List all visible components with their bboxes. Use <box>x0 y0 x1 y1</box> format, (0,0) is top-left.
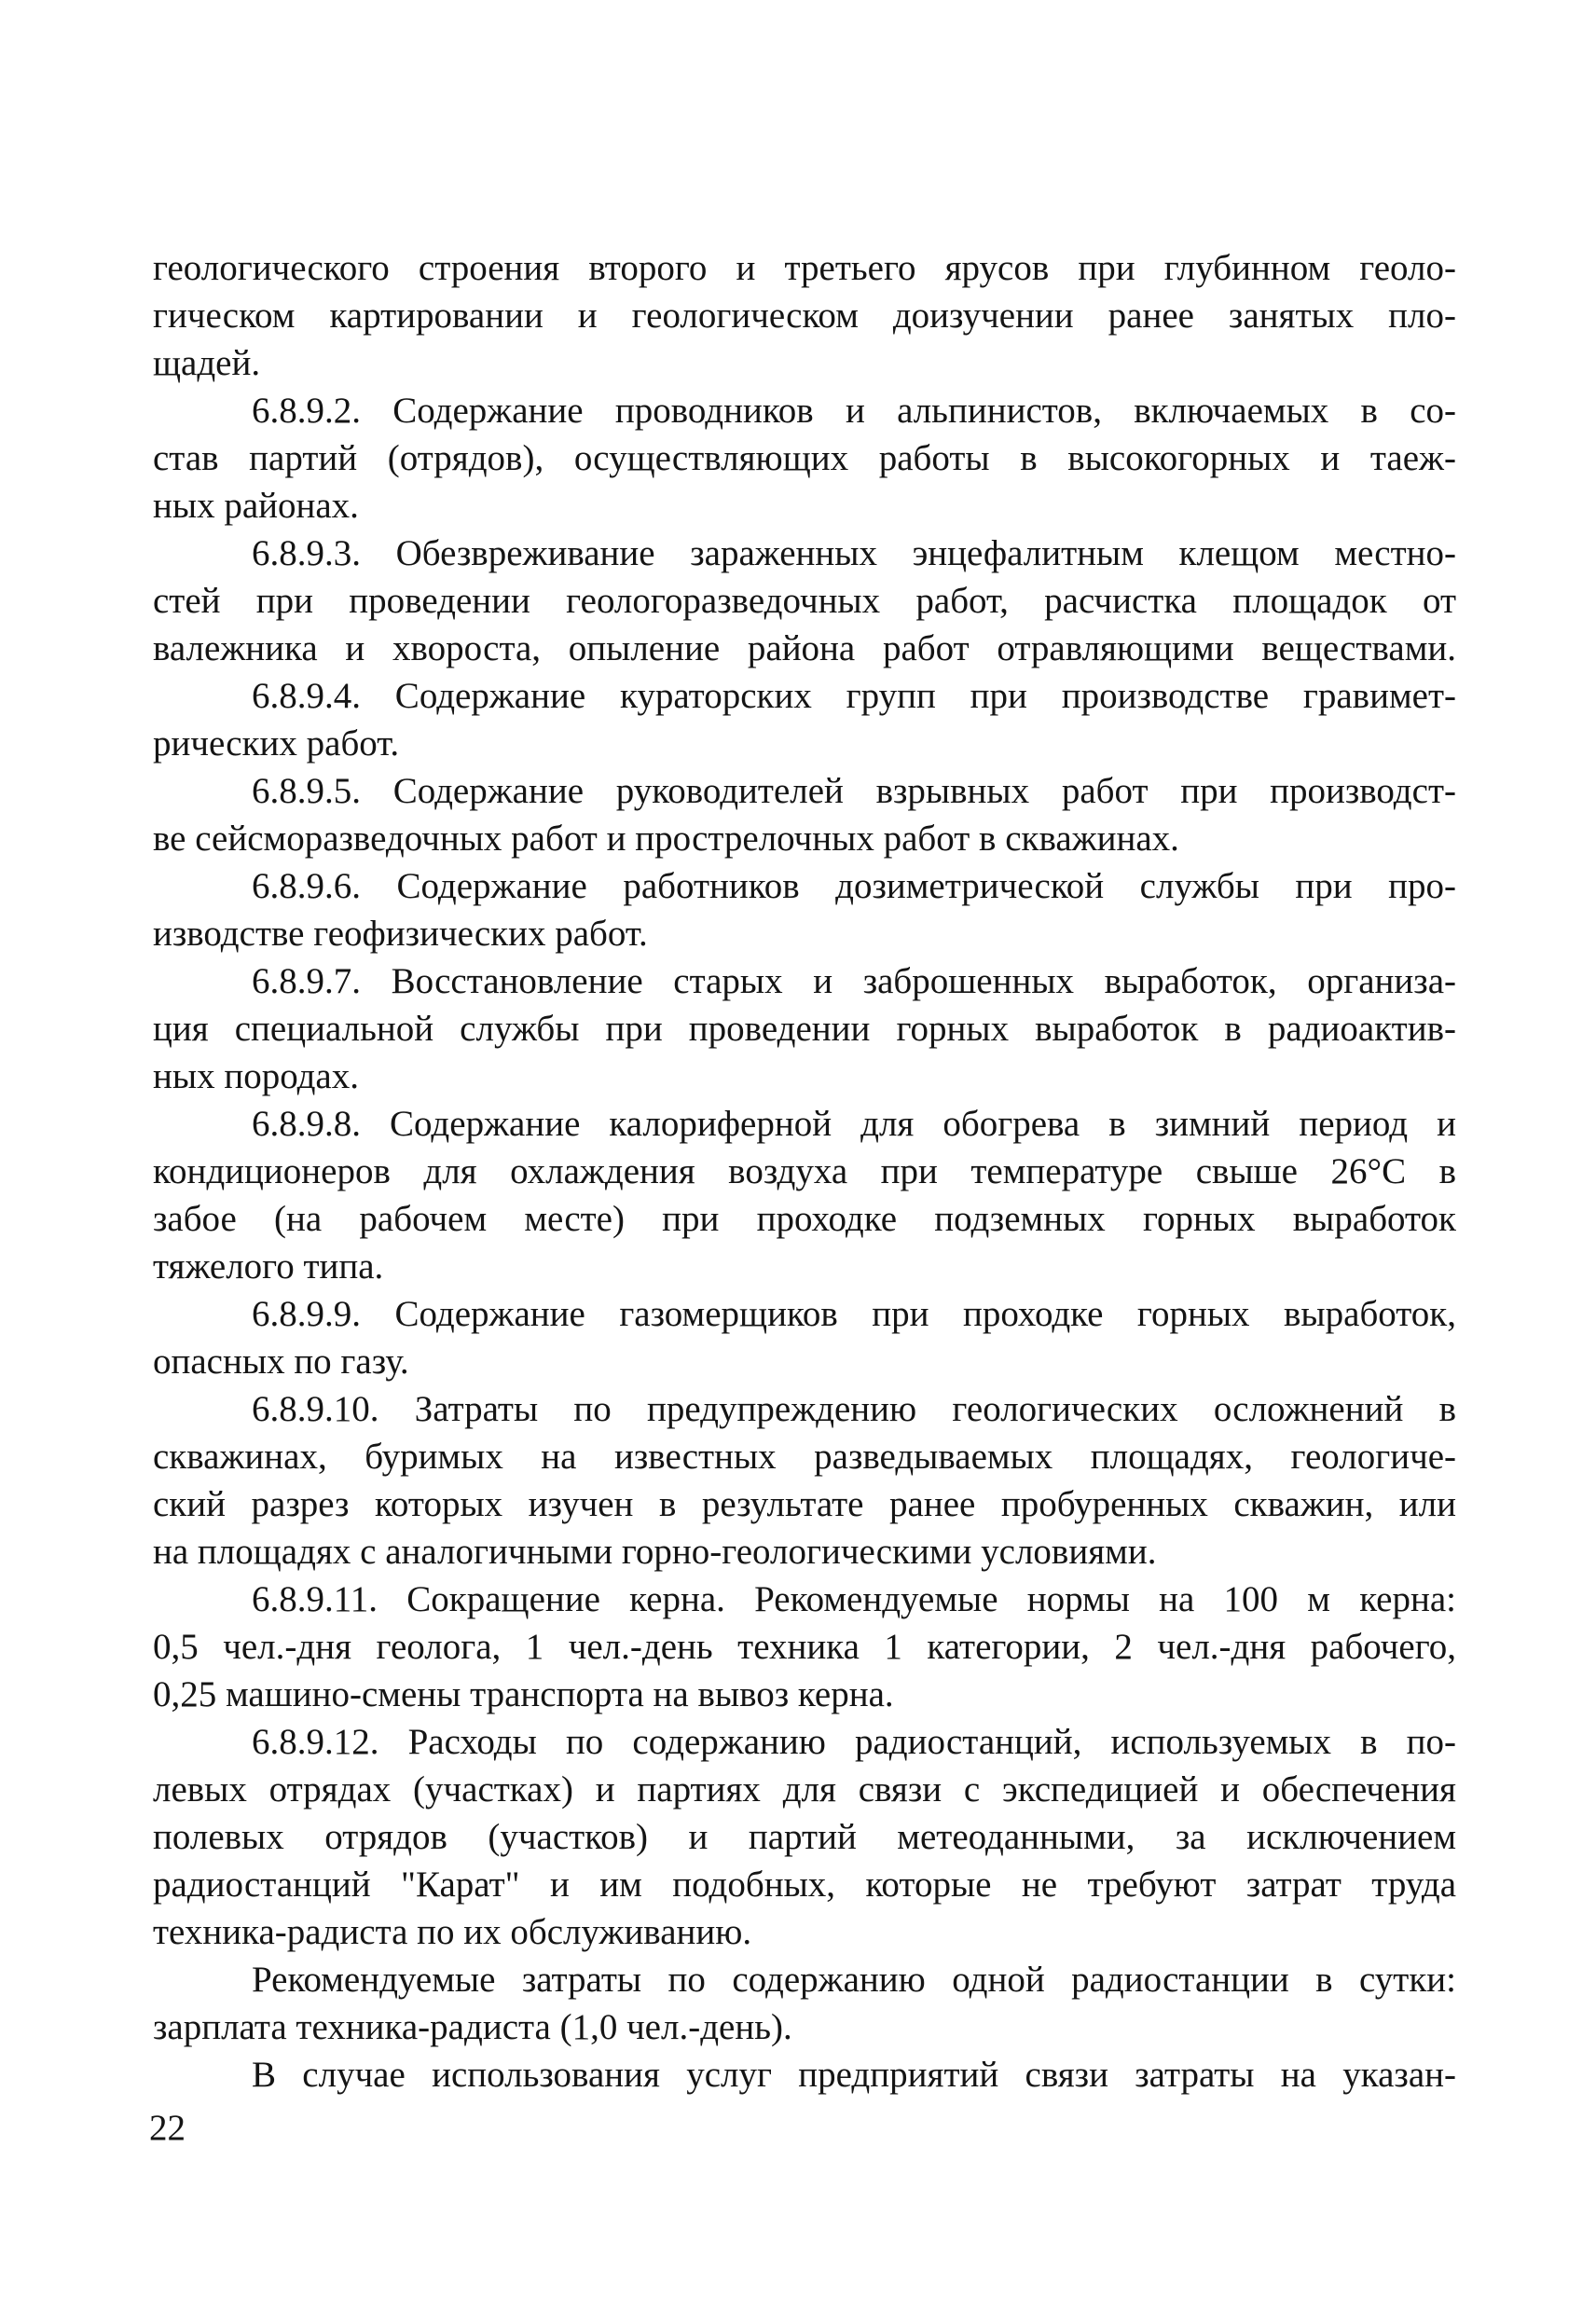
text-line: кондиционеров для охлаждения воздуха при температуре свыше 26°С в <box>153 1151 1456 1191</box>
text-line: ве сейсморазведочных работ и прострелочных работ в скважинах. <box>153 819 1179 859</box>
page-number: 22 <box>149 2108 186 2148</box>
text-line: щадей. <box>153 343 261 383</box>
text-line: 6.8.9.8. Содержание калориферной для обогрева в зимний период и <box>252 1104 1456 1144</box>
text-line: гическом картировании и геологическом доизучении ранее занятых пло- <box>153 296 1456 336</box>
text-line: радиостанций "Карат" и им подобных, которые не требуют затрат труда <box>153 1865 1456 1905</box>
text-line: ных районах. <box>153 486 359 526</box>
text-line: забое (на рабочем месте) при проходке подземных горных выработок <box>153 1199 1456 1239</box>
text-line: валежника и хвороста, опыление района работ отравляющими веществами. <box>153 628 1456 668</box>
text-line: 6.8.9.3. Обезвреживание зараженных энцефалитным клещом местно- <box>252 533 1456 573</box>
text-line: В случае использования услуг предприятий связи затраты на указан- <box>252 2055 1456 2095</box>
text-line: техника-радиста по их обслуживанию. <box>153 1912 752 1952</box>
text-line: тяжелого типа. <box>153 1246 384 1287</box>
text-line: 6.8.9.11. Сокращение керна. Рекомендуемые нормы на 100 м керна: <box>252 1579 1456 1619</box>
text-line: 6.8.9.4. Содержание кураторских групп при производстве гравимет- <box>252 676 1456 716</box>
text-line: скважинах, буримых на известных разведываемых площадях, геологиче- <box>153 1437 1456 1477</box>
text-line: геологического строения второго и третьего ярусов при глубинном геоло- <box>153 248 1456 288</box>
text-line: 6.8.9.5. Содержание руководителей взрывных работ при производст- <box>252 771 1456 811</box>
text-line: полевых отрядов (участков) и партий метеоданными, за исключением <box>153 1817 1456 1857</box>
text-line: на площадях с аналогичными горно-геологическими условиями. <box>153 1532 1157 1572</box>
text-line: 6.8.9.2. Содержание проводников и альпинистов, включаемых в со- <box>252 391 1456 431</box>
text-line: 0,5 чел.-дня геолога, 1 чел.-день техника 1 категории, 2 чел.-дня рабочего, <box>153 1627 1456 1667</box>
text-line: 6.8.9.7. Восстановление старых и заброшенных выработок, организа- <box>252 961 1456 1001</box>
text-line: 6.8.9.10. Затраты по предупреждению геологических осложнений в <box>252 1389 1456 1429</box>
text-line: зарплата техника-радиста (1,0 чел.-день). <box>153 2007 792 2047</box>
text-line: 6.8.9.12. Расходы по содержанию радиостанций, используемых в по- <box>252 1722 1456 1762</box>
text-line: опасных по газу. <box>153 1342 409 1382</box>
text-line: став партий (отрядов), осуществляющих работы в высокогорных и таеж- <box>153 438 1456 478</box>
text-line: ных породах. <box>153 1056 359 1096</box>
text-line: стей при проведении геологоразведочных работ, расчистка площадок от <box>153 581 1456 621</box>
text-line: 6.8.9.9. Содержание газомерщиков при проходке горных выработок, <box>252 1294 1456 1334</box>
text-line: 0,25 машино-смены транспорта на вывоз керна. <box>153 1674 894 1714</box>
text-line: левых отрядах (участках) и партиях для связи с экспедицией и обеспечения <box>153 1769 1456 1810</box>
text-line: рических работ. <box>153 723 400 764</box>
text-line: ский разрез которых изучен в результате ранее пробуренных скважин, или <box>153 1484 1456 1524</box>
body-text <box>153 244 1456 2099</box>
text-line: изводстве геофизических работ. <box>153 914 648 954</box>
text-line: Рекомендуемые затраты по содержанию одной радиостанции в сутки: <box>252 1960 1456 2000</box>
text-line: ция специальной службы при проведении горных выработок в радиоактив- <box>153 1009 1456 1049</box>
text-line: 6.8.9.6. Содержание работников дозиметрической службы при про- <box>252 866 1456 906</box>
